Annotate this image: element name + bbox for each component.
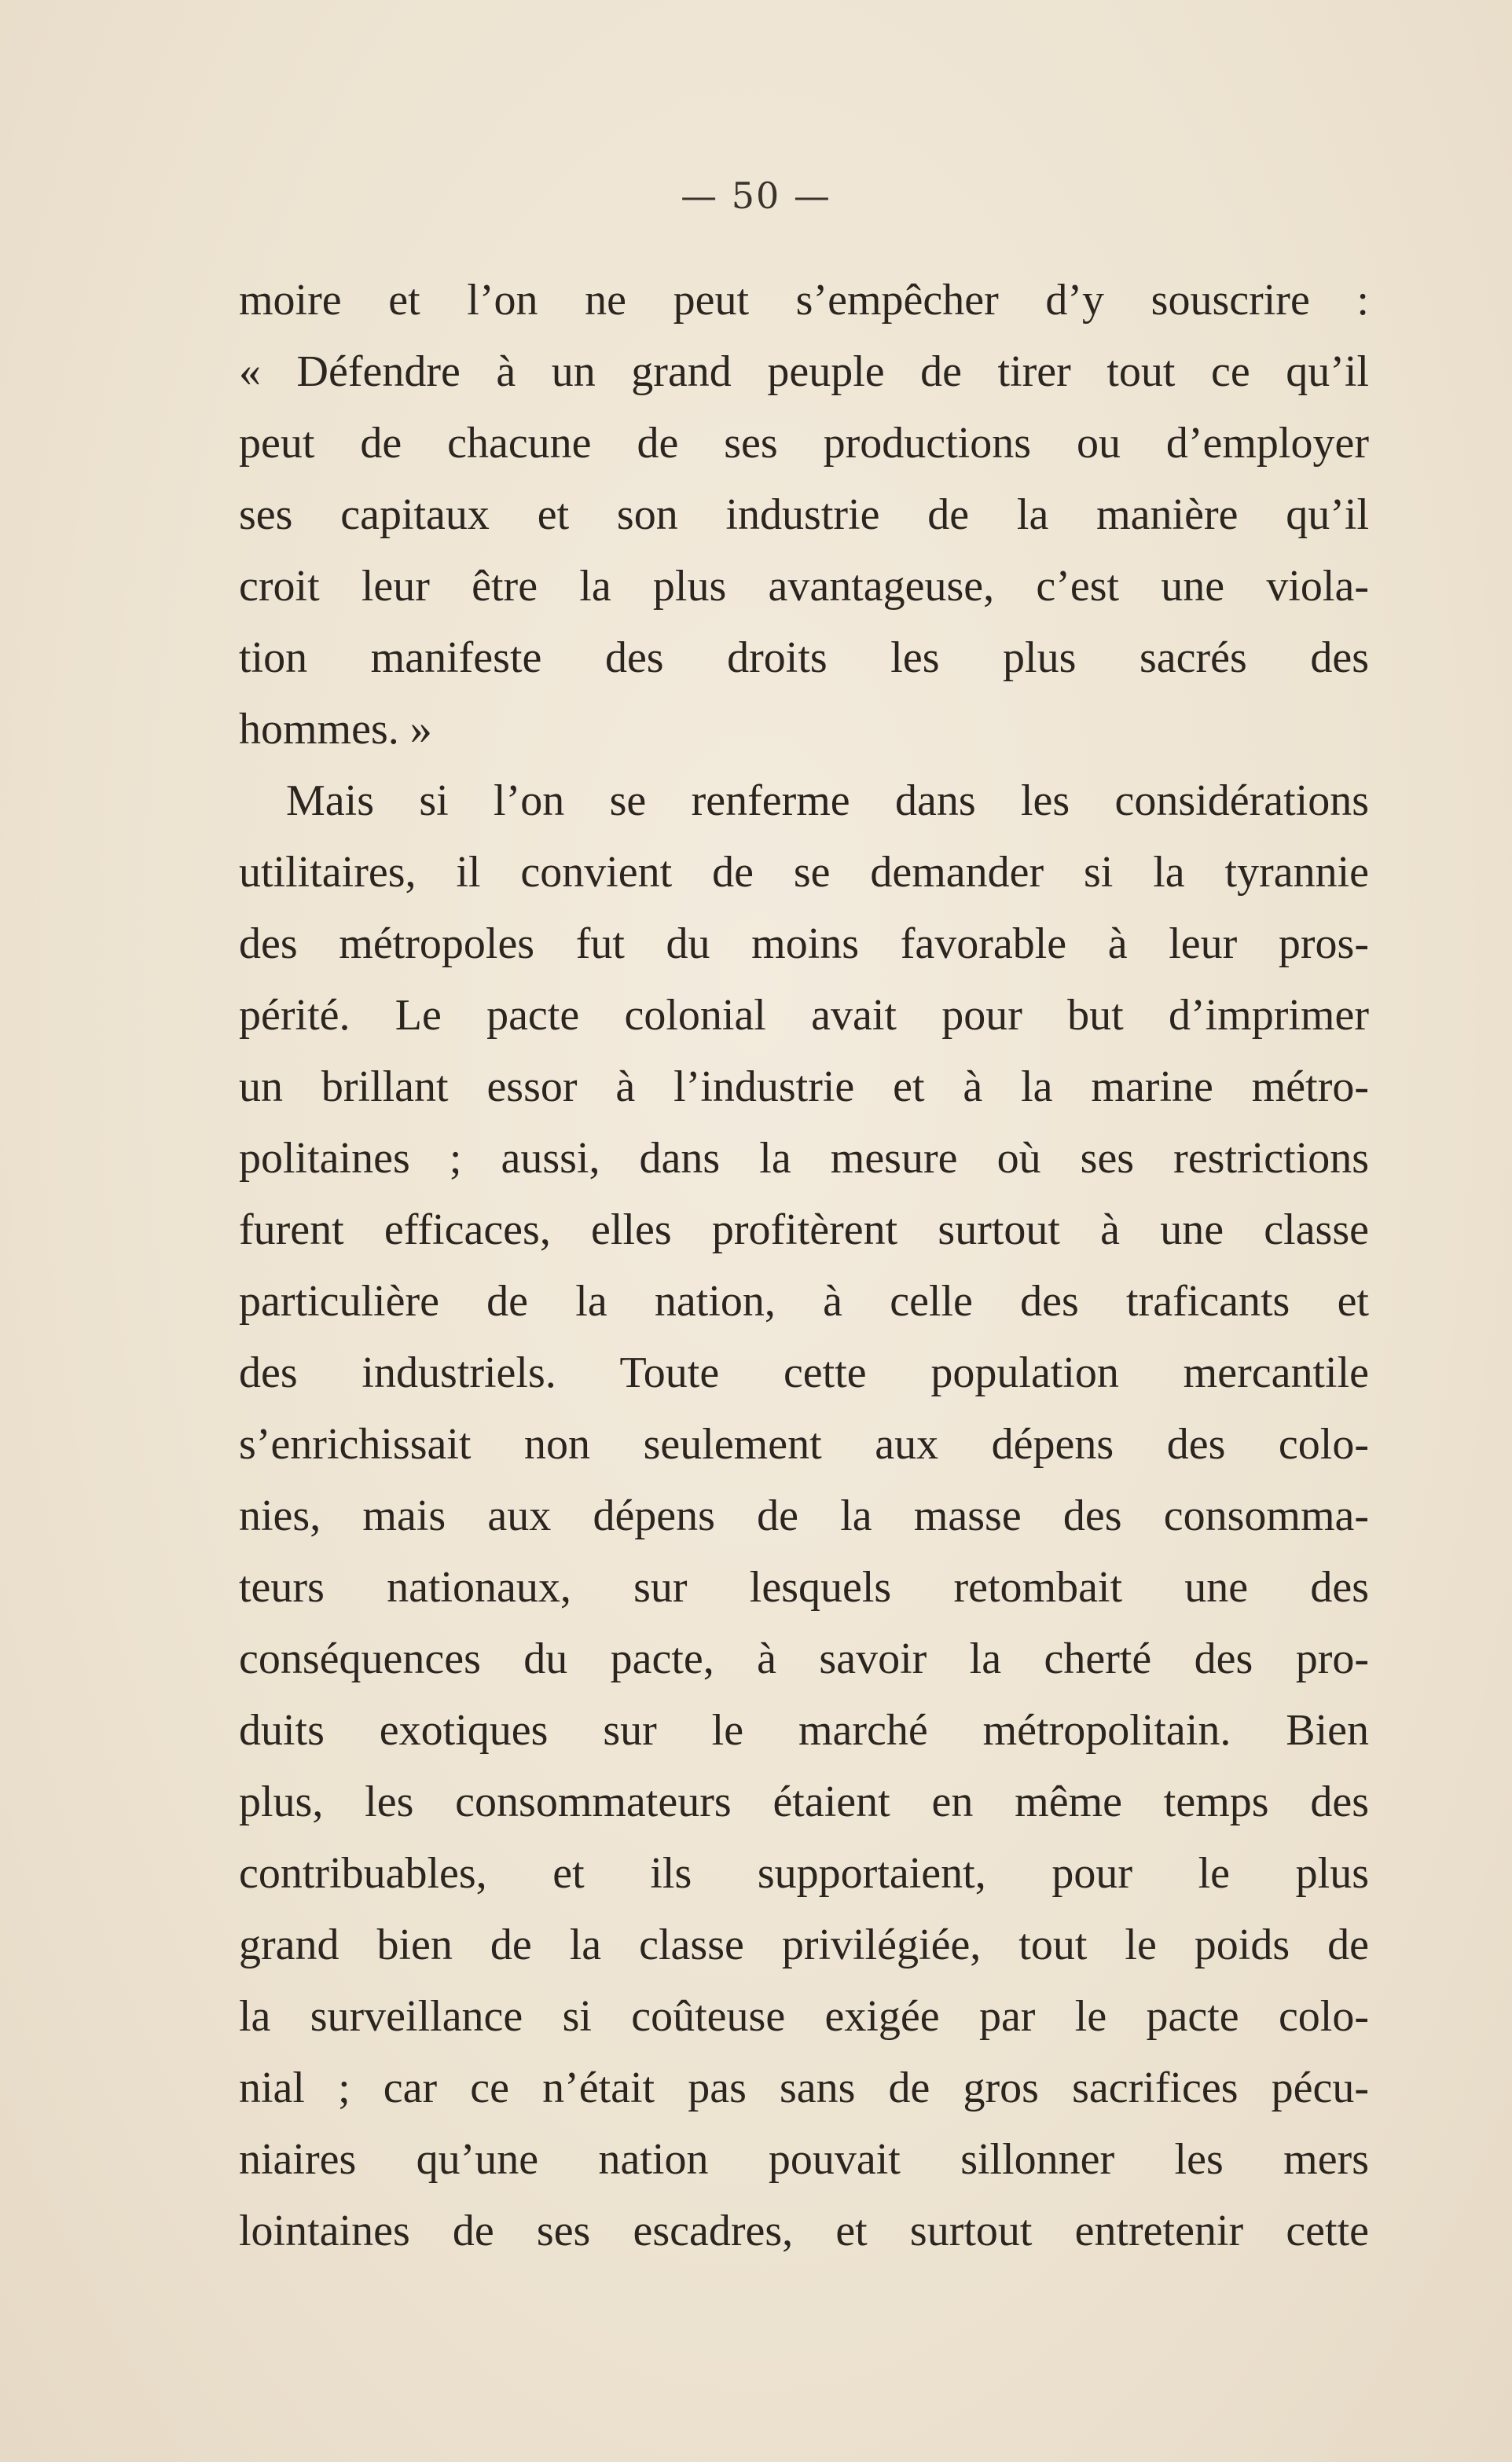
text-line: furent efficaces, elles profitèrent surtout à une classe	[239, 1205, 1369, 1254]
text-line: politaines ; aussi, dans la mesure où ses restrictions	[239, 1134, 1369, 1183]
text-line: lointaines de ses escadres, et surtout entretenir cette	[239, 2207, 1369, 2255]
text-line: teurs nationaux, sur lesquels retombait une des	[239, 1563, 1369, 1612]
text-line: un brillant essor à l’industrie et à la marine métro-	[239, 1062, 1369, 1111]
text-line: nies, mais aux dépens de la masse des consomma-	[239, 1492, 1369, 1540]
text-line: tion manifeste des droits les plus sacrés des	[239, 633, 1369, 682]
text-line: nial ; car ce n’était pas sans de gros sacrifices pécu-	[239, 2064, 1369, 2112]
text-line: s’enrichissait non seulement aux dépens des colo-	[239, 1420, 1369, 1469]
text-line: ses capitaux et son industrie de la manière qu’il	[239, 490, 1369, 539]
text-line: « Défendre à un grand peuple de tirer tout ce qu’il	[239, 347, 1369, 396]
text-line: peut de chacune de ses productions ou d’employer	[239, 419, 1369, 468]
text-line: utilitaires, il convient de se demander si la tyrannie	[239, 848, 1369, 897]
text-line: plus, les consommateurs étaient en même temps des	[239, 1778, 1369, 1826]
text-line: conséquences du pacte, à savoir la cherté des pro-	[239, 1635, 1369, 1683]
paragraph-first-line: Mais si l’on se renferme dans les considérations	[286, 776, 1369, 825]
text-line: niaires qu’une nation pouvait sillonner les mers	[239, 2135, 1369, 2184]
text-line: des industriels. Toute cette population mercantile	[239, 1348, 1369, 1397]
text-line: grand bien de la classe privilégiée, tout le poids de	[239, 1921, 1369, 1969]
text-line: hommes. »	[239, 705, 432, 754]
text-line: particulière de la nation, à celle des traficants et	[239, 1277, 1369, 1326]
text-line: moire et l’on ne peut s’empêcher d’y souscrire :	[239, 276, 1369, 325]
text-line: contribuables, et ils supportaient, pour le plus	[239, 1849, 1369, 1898]
page-number: — 50 —	[681, 174, 831, 217]
text-line: croit leur être la plus avantageuse, c’est une viola-	[239, 562, 1369, 611]
text-line: la surveillance si coûteuse exigée par le pacte colo-	[239, 1992, 1369, 2041]
text-line: périté. Le pacte colonial avait pour but d’imprimer	[239, 991, 1369, 1040]
text-line: des métropoles fut du moins favorable à leur pros-	[239, 919, 1369, 968]
text-line: duits exotiques sur le marché métropolitain. Bien	[239, 1706, 1369, 1755]
